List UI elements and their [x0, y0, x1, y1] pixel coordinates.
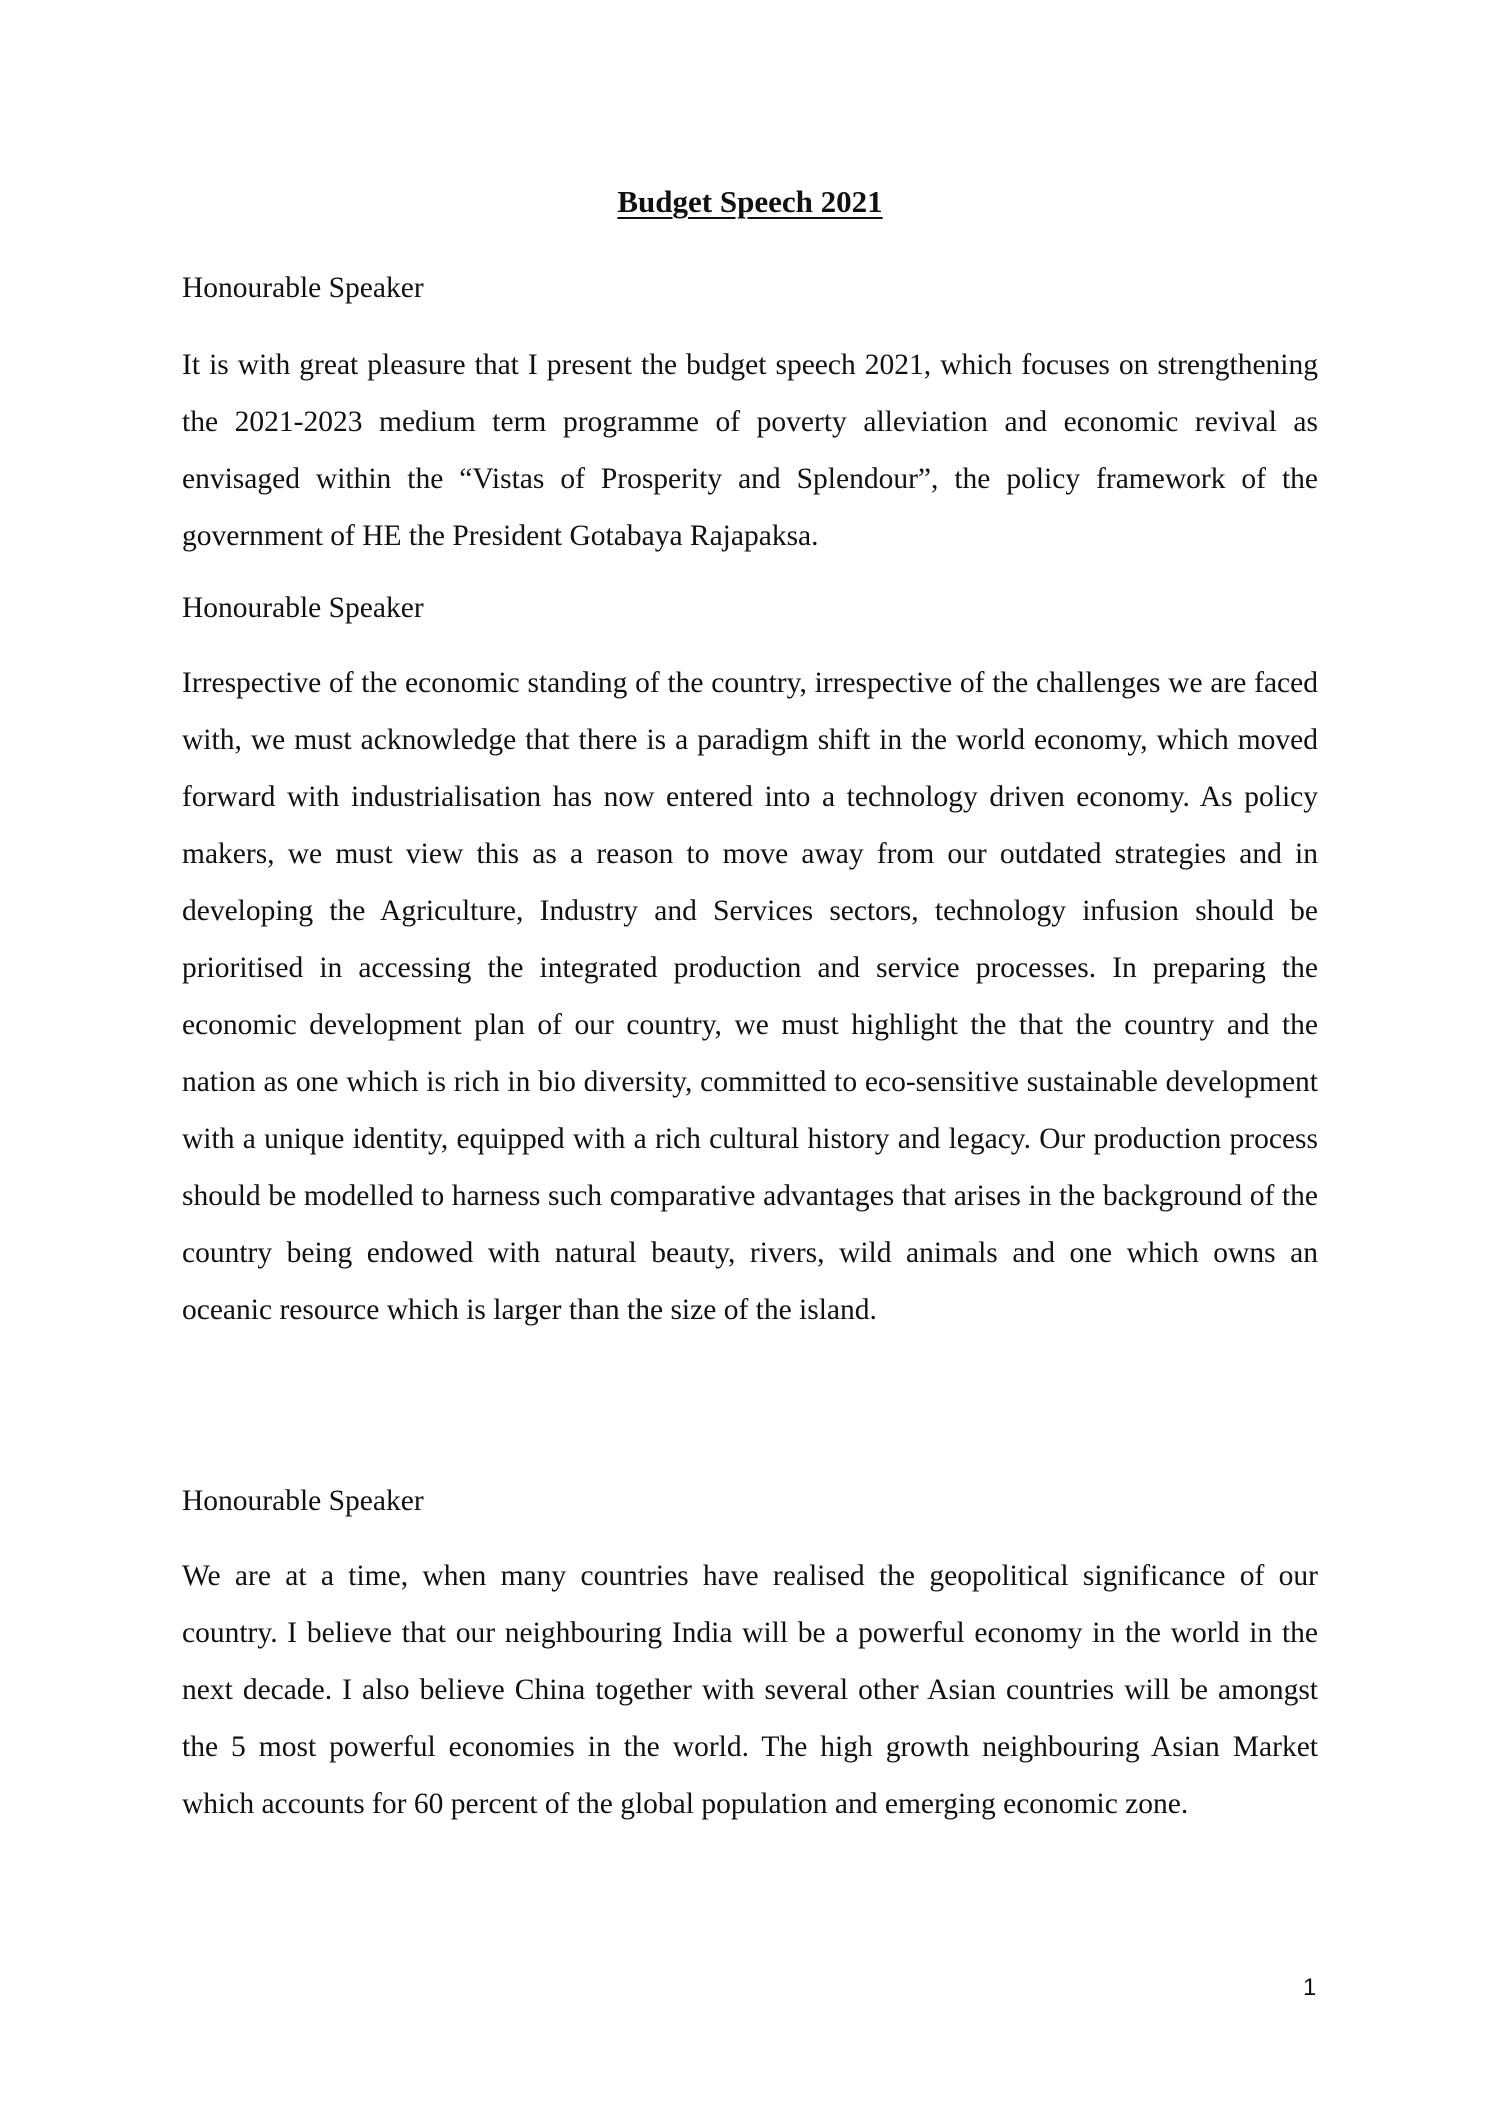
document-title — [182, 180, 1318, 224]
paragraph-2: Irrespective of the economic standing of the country, irrespective of the challenges we are faced with, we must acknowledge that there is a paradigm shift in the world economy, which moved forward with industrialisation has now entered into a technology driven economy. As policy makers, we must view this as a reason to move away from our outdated strategies and in developing the Agriculture, Industry and Services sectors, technology infusion should be prioritised in accessing the integrated production and service processes. In preparing the economic development plan of our country, we must highlight the that the country and the nation as one which is rich in bio diversity, committed to eco-sensitive sustainable development with a unique identity, equipped with a rich cultural history and legacy. Our production process should be modelled to harness such comparative advantages that arises in the background of the country being endowed with natural beauty, rivers, wild animals and one which owns an oceanic resource which is larger than the size of the island. — [182, 667, 1318, 1326]
salutation-3: Honourable Speaker — [182, 1485, 424, 1517]
salutation-1: Honourable Speaker — [182, 272, 424, 304]
paragraph-1: It is with great pleasure that I present the budget speech 2021, which focuses on strengthening the 2021-2023 medium term programme of poverty alleviation and economic revival as envisaged within the “Vistas of Prosperity and Splendour”, the policy framework of the government of HE the President Gotabaya Rajapaksa. — [182, 349, 1318, 552]
document-title-text: Budget Speech 2021 — [617, 184, 883, 219]
page-number: 1 — [1303, 1974, 1317, 2001]
paragraph-3: We are at a time, when many countries have realised the geopolitical significance of our country. I believe that our neighbouring India will be a powerful economy in the world in the next decade. I also believe China together with several other Asian countries will be amongst the 5 most powerful economies in the world. The high growth neighbouring Asian Market which accounts for 60 percent of the global population and emerging economic zone. — [182, 1560, 1318, 1820]
salutation-2: Honourable Speaker — [182, 592, 424, 624]
